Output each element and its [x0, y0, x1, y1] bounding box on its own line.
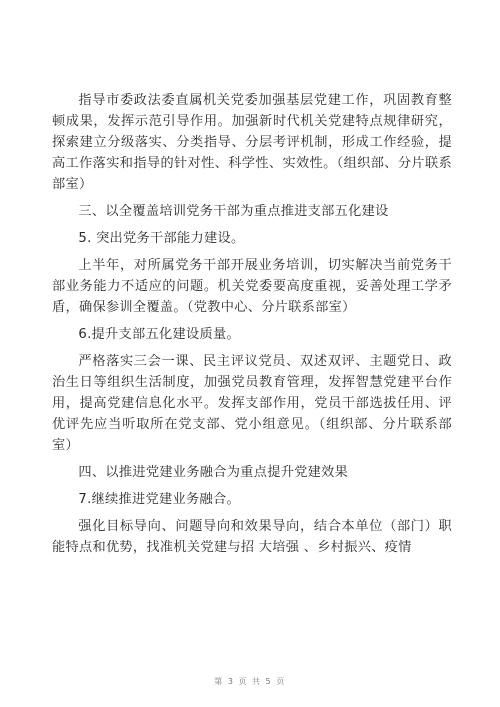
- paragraph-branch-building: 严格落实三会一课、民主评议党员、双述双评、主题党日、政治生日等组织生活制度，加强党员教育管理，发挥智慧党建平台作用，提高党建信息化水平。发挥支部作用，党员干部选拔任用、评优评先应当听取所在党支部、党小组意见。（组织部、分片联系部室）: [52, 354, 452, 453]
- page-footer: 第 3 页 共 5 页: [214, 677, 286, 686]
- item-heading-5: 5. 突出党务干部能力建设。: [78, 231, 245, 246]
- section-heading-3: 三、以全覆盖培训党务干部为重点推进支部五化建设: [78, 204, 389, 219]
- paragraph-integration: 强化目标导向、问题导向和效果导向，结合本单位（部门）职能特点和优势，找准机关党建与招 大培强 、乡村振兴、疫情: [52, 519, 452, 555]
- paragraph-training: 上半年，对所属党务干部开展业务培训，切实解决当前党务干部业务能力不适应的问题。机关党委要高度重视，妥善处理工学矛盾，确保参训全覆盖。（党教中心、分片联系部室）: [52, 258, 452, 315]
- document-body: [52, 90, 452, 564]
- item-heading-6: 6.提升支部五化建设质量。: [78, 327, 240, 342]
- item-heading-7: 7.继续推进党建业务融合。: [78, 492, 240, 507]
- paragraph-guidance: 指导市委政法委直属机关党委加强基层党建工作，巩固教育整顿成果，发挥示范引导作用。加强新时代机关党建特点规律研究，探索建立分级落实、分类指导、分层考评机制，形成工作经验，提高工作落实和指导的针对性、科学性、实效性。（组织部、分片联系部室）: [52, 93, 452, 192]
- section-heading-4: 四、以推进党建业务融合为重点提升党建效果: [78, 465, 349, 480]
